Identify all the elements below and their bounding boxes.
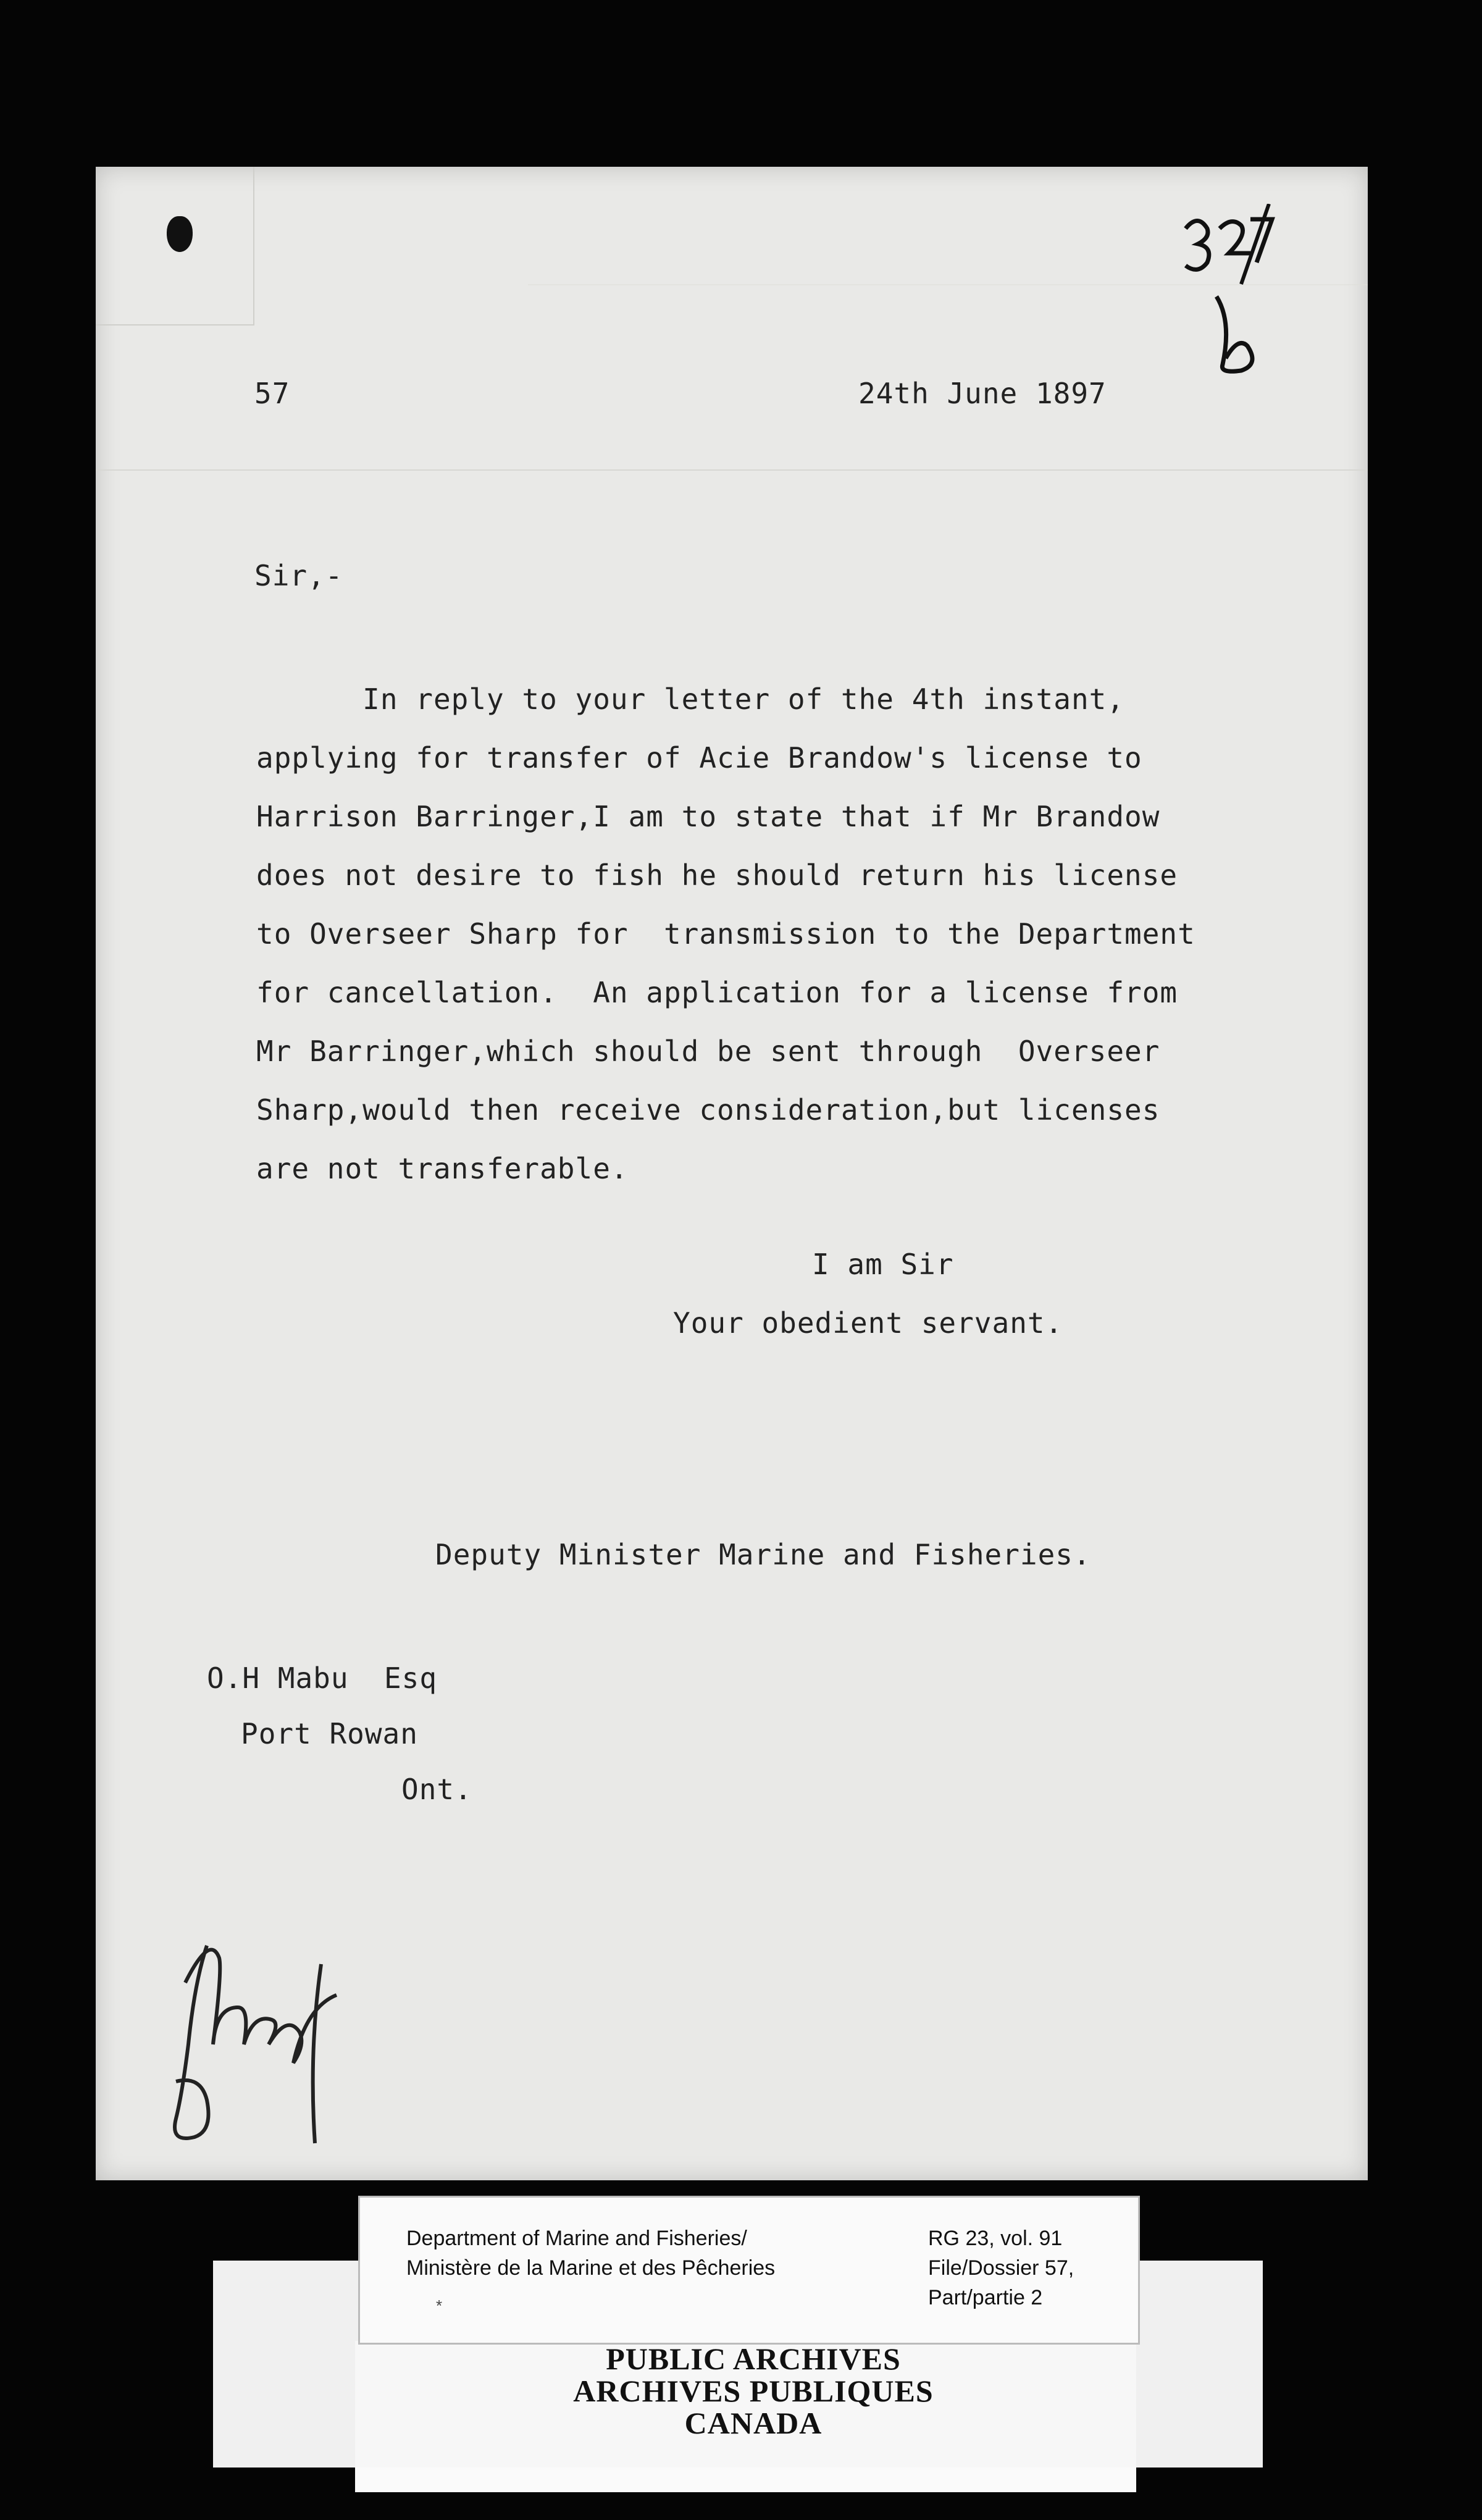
label-department bbox=[406, 2224, 775, 2283]
letterhead-rule bbox=[96, 469, 1368, 471]
label-reference bbox=[928, 2224, 1074, 2312]
salutation: Sir,- bbox=[254, 559, 343, 592]
addressee-province: Ont. bbox=[401, 1773, 472, 1806]
letter-body bbox=[256, 670, 1294, 1198]
addressee-name: O.H Mabu Esq bbox=[207, 1661, 438, 1695]
body-line: Harrison Barringer,I am to state that if Mr Brandow bbox=[256, 800, 1160, 833]
body-line: Sharp,would then receive consideration,but licenses bbox=[256, 1093, 1160, 1127]
body-line: Mr Barringer,which should be sent through Overseer bbox=[256, 1035, 1160, 1068]
body-line: to Overseer Sharp for transmission to the Department bbox=[256, 917, 1195, 951]
stamp-line-canada: CANADA bbox=[684, 2406, 823, 2440]
label-mark: * bbox=[436, 2296, 443, 2315]
body-line: for cancellation. An application for a license from bbox=[256, 976, 1178, 1009]
reference-file: File/Dossier 57, bbox=[928, 2256, 1074, 2280]
stamp-line-public-archives: PUBLIC ARCHIVES bbox=[606, 2342, 901, 2376]
reference-record-group: RG 23, vol. 91 bbox=[928, 2227, 1063, 2250]
signature-title: Deputy Minister Marine and Fisheries. bbox=[435, 1538, 1091, 1571]
department-french: Ministère de la Marine et des Pêcheries bbox=[406, 2256, 776, 2280]
folio-number-handwritten bbox=[1170, 204, 1331, 389]
body-line: are not transferable. bbox=[256, 1152, 629, 1185]
punch-hole bbox=[167, 216, 193, 252]
archive-reference-label bbox=[358, 2196, 1140, 2345]
department-english: Department of Marine and Fisheries/ bbox=[406, 2227, 747, 2250]
bottom-strip bbox=[355, 2468, 1136, 2492]
body-line: In reply to your letter of the 4th instant, bbox=[256, 682, 1125, 716]
letter-date: 24th June 1897 bbox=[858, 377, 1107, 410]
reference-part: Part/partie 2 bbox=[928, 2286, 1043, 2309]
closing-line-2: Your obedient servant. bbox=[673, 1306, 1063, 1340]
body-line: does not desire to fish he should return his license bbox=[256, 859, 1178, 892]
body-line: applying for transfer of Acie Brandow's license to bbox=[256, 741, 1142, 775]
closing-line-1: I am Sir bbox=[812, 1248, 954, 1281]
handwritten-note-sharp bbox=[164, 1921, 374, 2180]
addressee-place: Port Rowan bbox=[241, 1717, 418, 1750]
stamp-line-archives-publiques: ARCHIVES PUBLIQUES bbox=[573, 2374, 934, 2408]
letter-number: 57 bbox=[254, 377, 290, 410]
